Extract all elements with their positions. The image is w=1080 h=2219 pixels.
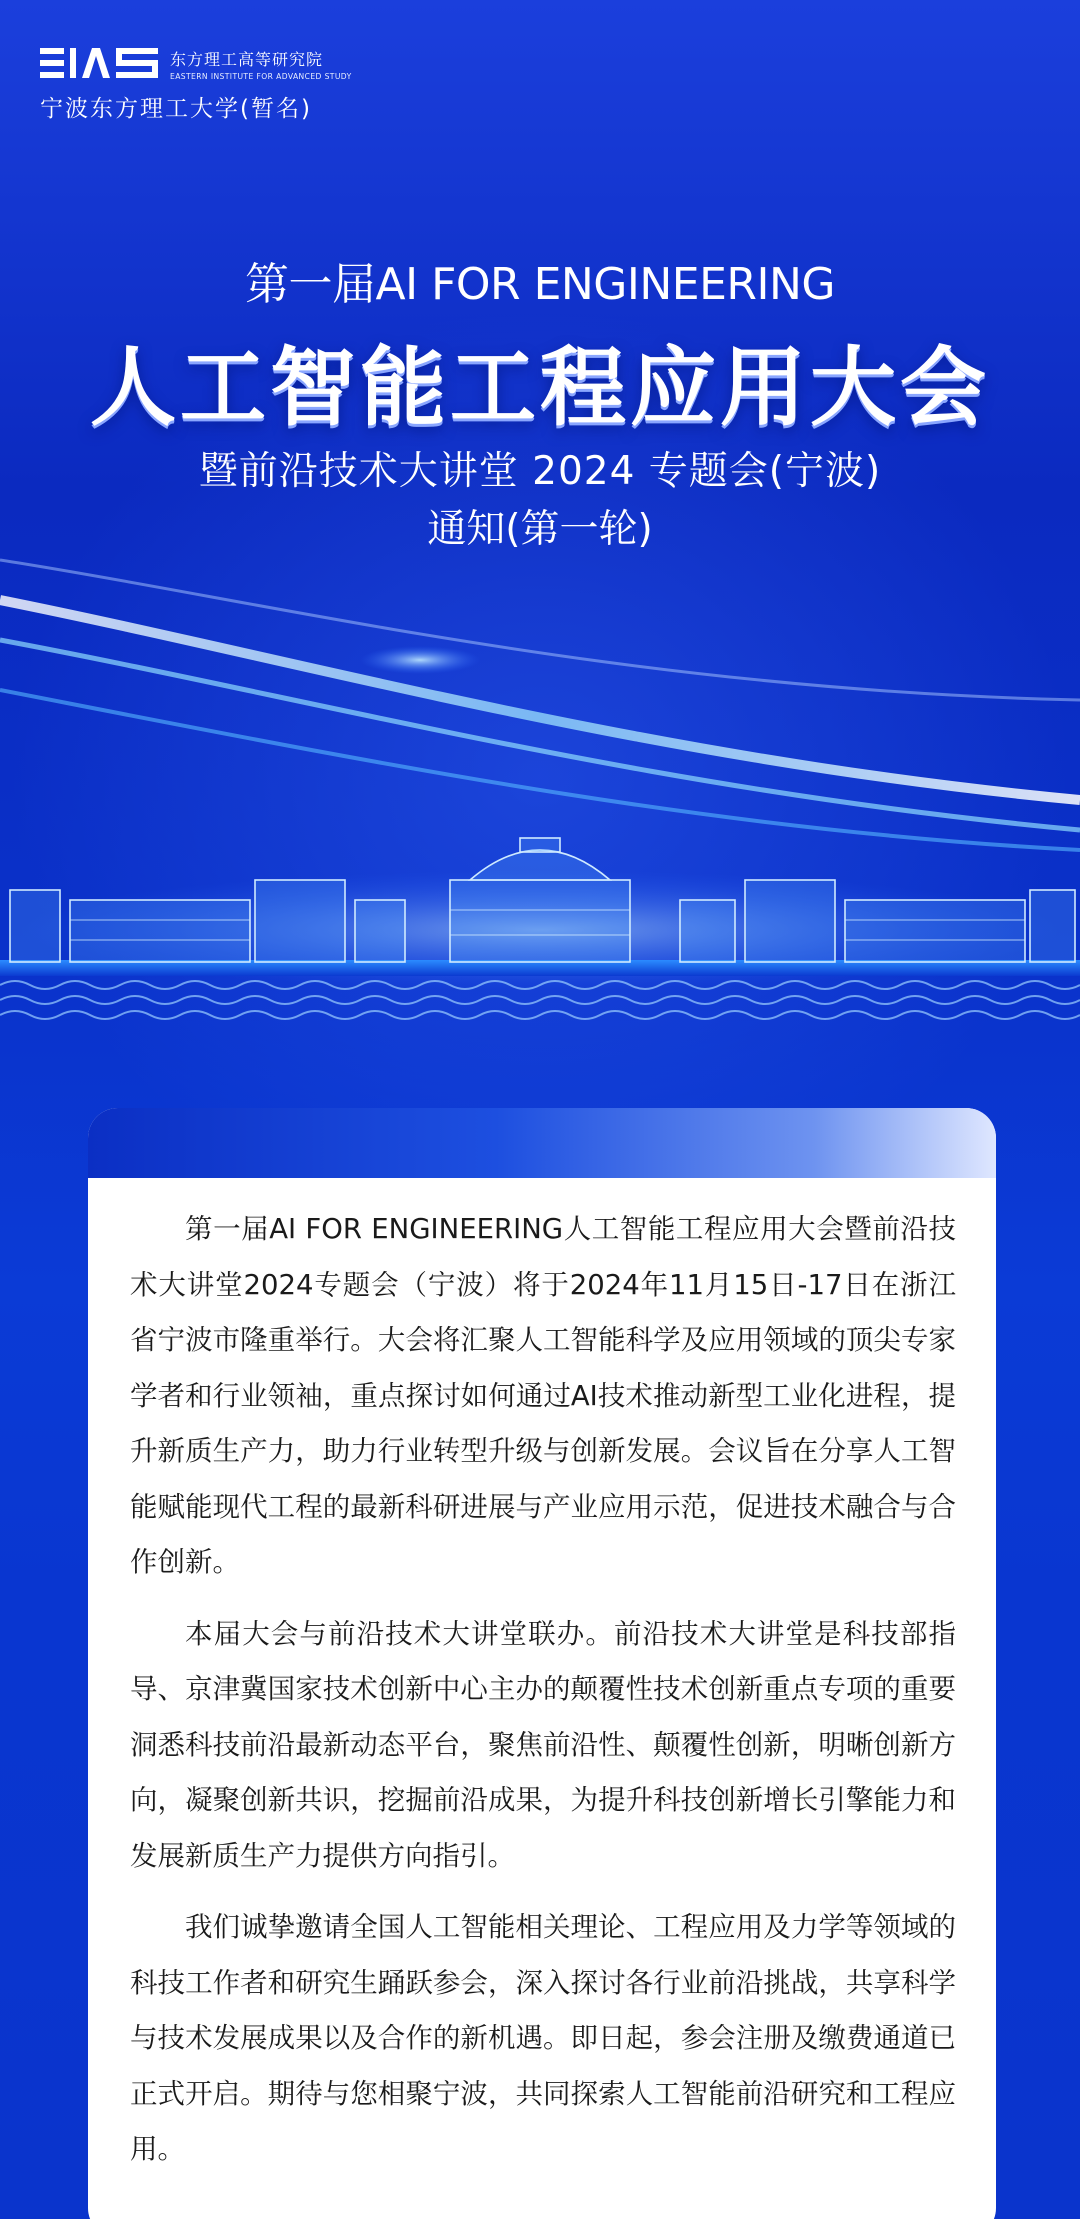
paragraph: 第一届AI FOR ENGINEERING人工智能工程应用大会暨前沿技术大讲堂2024专题会（宁波）将于2024年11月15日-17日在浙江省宁波市隆重举行。大会将汇聚人工智能科学及应用领域的顶尖专家学者和行业领袖，重点探讨如何通过AI技术推动新型工业化进程，提升新质生产力，助力行业转型升级与创新发展。会议旨在分享人工智能赋能现代工程的最新科研进展与产业应用示范，促进技术融合与合作创新。: [130, 1213, 956, 1578]
lens-glow: [360, 646, 480, 674]
content-card: [88, 1108, 996, 2219]
institute-en-name: EASTERN INSTITUTE FOR ADVANCED STUDY: [170, 72, 352, 81]
university-name: 宁波东方理工大学(暂名): [40, 96, 312, 122]
eias-logo-mark: [40, 44, 160, 86]
institute-logo: [40, 44, 352, 124]
paragraph: 本届大会与前沿技术大讲堂联办。前沿技术大讲堂是科技部指导、京津冀国家技术创新中心主办的颠覆性技术创新重点专项的重要洞悉科技前沿最新动态平台，聚焦前沿性、颠覆性创新，明晰创新方向，凝聚创新共识，挖掘前沿成果，为提升科技创新增长引擎能力和发展新质生产力提供方向指引。: [130, 1617, 956, 1872]
notice-round: 通知(第一轮): [427, 507, 653, 552]
light-streak: [0, 600, 1080, 800]
subtitle: 暨前沿技术大讲堂 2024 专题会(宁波): [198, 449, 882, 494]
paragraph: 我们诚挚邀请全国人工智能相关理论、工程应用及力学等领域的科技工作者和研究生踊跃参会，深入探讨各行业前沿挑战，共享科学与技术发展成果以及合作的新机遇。即日起，参会注册及缴费通道已正式开启。期待与您相聚宁波，共同探索人工智能前沿研究和工程应用。: [130, 1911, 956, 2165]
card-header-band: [88, 1108, 996, 1178]
card-body: [130, 1202, 956, 2194]
light-streak: [0, 640, 1080, 830]
skyline-buildings: [10, 838, 1075, 962]
institute-cn-name: 东方理工高等研究院: [170, 50, 324, 69]
main-title: 人工智能工程应用大会: [90, 338, 990, 438]
title-line1: 第一届AI FOR ENGINEERING: [245, 259, 835, 310]
